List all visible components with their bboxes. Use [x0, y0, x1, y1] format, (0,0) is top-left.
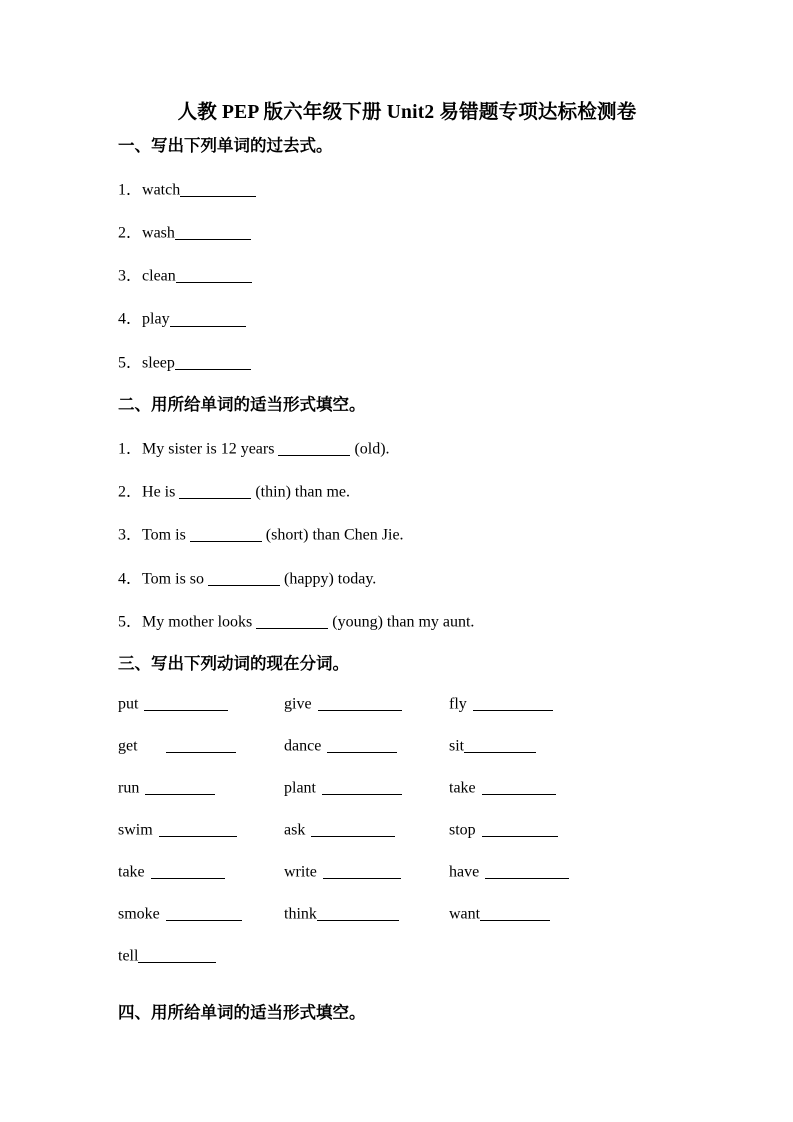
item-number: 2． [118, 224, 143, 242]
verb-grid-cell [118, 905, 242, 922]
question-item [118, 181, 678, 198]
answer-blank[interactable] [138, 947, 216, 963]
verb-word: smoke [118, 904, 160, 922]
page-content [118, 96, 678, 1021]
verb-grid-cell [449, 737, 536, 754]
item-number: 1． [118, 180, 143, 198]
verb-word: tell [118, 946, 139, 964]
verb-grid-row [118, 821, 678, 863]
verb-grid-cell [449, 779, 556, 796]
answer-blank[interactable] [175, 354, 251, 370]
section-3-heading: 三、写出下列动词的现在分词。 [118, 654, 349, 674]
item-word: wash [142, 224, 175, 242]
verb-word: take [449, 778, 476, 796]
verb-word: sit [449, 736, 465, 754]
verb-grid-cell [284, 779, 402, 796]
item-prompt-after: (happy) today. [280, 569, 377, 587]
item-prompt-after: (thin) than me. [251, 483, 350, 501]
item-word: play [142, 310, 170, 328]
verb-grid-cell [449, 695, 553, 712]
answer-blank[interactable] [485, 863, 569, 879]
section-2 [118, 397, 678, 630]
section-4-heading: 四、用所给单词的适当形式填空。 [118, 1002, 366, 1022]
question-item [118, 613, 678, 630]
verb-grid-cell [449, 863, 569, 880]
verb-word: think [284, 904, 317, 922]
answer-blank[interactable] [322, 779, 402, 795]
item-prompt-before: Tom is [142, 526, 190, 544]
verb-grid [118, 695, 678, 989]
verb-grid-row [118, 947, 678, 989]
answer-blank[interactable] [145, 779, 215, 795]
verb-grid-cell [284, 863, 401, 880]
verb-grid-row [118, 905, 678, 947]
verb-grid-cell [118, 737, 236, 754]
answer-blank[interactable] [170, 310, 246, 326]
question-item [118, 526, 678, 543]
answer-blank[interactable] [175, 224, 251, 240]
section-4 [118, 1002, 678, 1022]
verb-word: plant [284, 778, 316, 796]
answer-blank[interactable] [151, 863, 225, 879]
verb-word: ask [284, 820, 306, 838]
item-word: sleep [142, 354, 175, 372]
verb-word: write [284, 862, 317, 880]
verb-word: have [449, 862, 480, 880]
question-item [118, 310, 678, 327]
page-title: 人教 PEP 版六年级下册 Unit2 易错题专项达标检测卷 [177, 102, 637, 123]
answer-blank[interactable] [144, 695, 228, 711]
verb-grid-cell [284, 737, 397, 754]
verb-word: stop [449, 820, 476, 838]
item-prompt-after: (young) than my aunt. [328, 613, 475, 631]
answer-blank[interactable] [482, 821, 558, 837]
item-prompt-after: (short) than Chen Jie. [261, 526, 404, 544]
item-number: 5． [118, 613, 143, 631]
verb-word: swim [118, 820, 153, 838]
item-number: 3． [118, 267, 143, 285]
answer-blank[interactable] [179, 483, 251, 499]
answer-blank[interactable] [323, 863, 401, 879]
verb-word: take [118, 862, 145, 880]
section-3 [118, 656, 678, 989]
item-word: watch [142, 180, 181, 198]
answer-blank[interactable] [159, 821, 237, 837]
item-word: clean [142, 267, 176, 285]
verb-grid-cell [118, 863, 225, 880]
question-item [118, 570, 678, 587]
item-number: 5． [118, 354, 143, 372]
verb-grid-cell [118, 779, 215, 796]
answer-blank[interactable] [327, 737, 397, 753]
answer-blank[interactable] [482, 779, 556, 795]
question-item [118, 267, 678, 284]
verb-grid-row [118, 863, 678, 905]
verb-grid-cell [284, 905, 399, 922]
verb-word: run [118, 778, 140, 796]
item-prompt-before: My sister is 12 years [142, 439, 279, 457]
verb-grid-row [118, 695, 678, 737]
answer-blank[interactable] [464, 737, 536, 753]
question-item [118, 224, 678, 241]
answer-blank[interactable] [256, 613, 328, 629]
verb-grid-cell [449, 905, 550, 922]
item-number: 4． [118, 310, 143, 328]
answer-blank[interactable] [180, 181, 256, 197]
section-1 [118, 138, 678, 371]
verb-grid-cell [118, 821, 237, 838]
item-number: 1． [118, 439, 143, 457]
verb-grid-cell [118, 947, 216, 964]
item-prompt-before: Tom is so [142, 569, 209, 587]
question-item [118, 440, 678, 457]
answer-blank[interactable] [318, 695, 402, 711]
item-prompt-before: My mother looks [142, 613, 257, 631]
section-1-heading: 一、写出下列单词的过去式。 [118, 136, 333, 155]
item-number: 3． [118, 526, 143, 544]
answer-blank[interactable] [166, 905, 242, 921]
answer-blank[interactable] [311, 821, 395, 837]
verb-grid-row [118, 737, 678, 779]
verb-word: get [118, 736, 138, 754]
verb-grid-cell [449, 821, 558, 838]
question-item [118, 483, 678, 500]
item-prompt-after: (old). [350, 439, 390, 457]
verb-word: put [118, 694, 139, 712]
item-prompt-before: He is [142, 483, 180, 501]
answer-blank[interactable] [208, 570, 280, 586]
verb-grid-row [118, 779, 678, 821]
verb-word: give [284, 694, 312, 712]
answer-blank[interactable] [473, 695, 553, 711]
answer-blank[interactable] [278, 440, 350, 456]
answer-blank[interactable] [166, 737, 236, 753]
verb-word: want [449, 904, 481, 922]
verb-word: dance [284, 736, 322, 754]
verb-grid-cell [284, 821, 395, 838]
verb-word: fly [449, 694, 467, 712]
item-number: 4． [118, 569, 143, 587]
item-number: 2． [118, 483, 143, 501]
section-2-heading: 二、用所给单词的适当形式填空。 [118, 395, 366, 415]
answer-blank[interactable] [317, 905, 399, 921]
verb-grid-cell [284, 695, 402, 712]
question-item [118, 354, 678, 371]
answer-blank[interactable] [176, 267, 252, 283]
answer-blank[interactable] [190, 526, 262, 542]
answer-blank[interactable] [480, 905, 550, 921]
verb-grid-cell [118, 695, 228, 712]
